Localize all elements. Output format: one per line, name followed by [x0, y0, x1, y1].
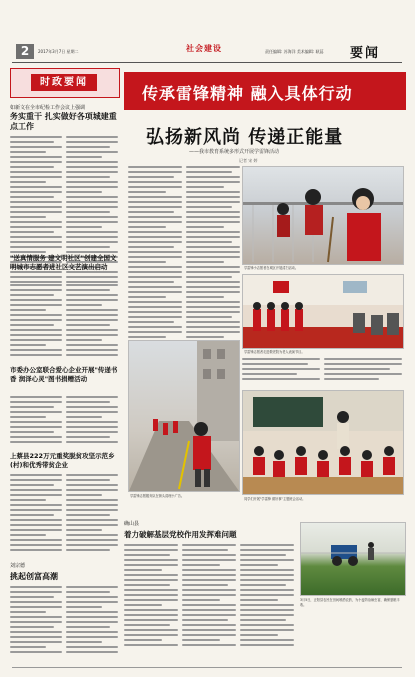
newspaper-logo: 社会建设 [186, 44, 222, 53]
story2-title: "送真情服务 建文明社区"创建全国文明城市志愿者进社区文艺演出启动 [10, 254, 117, 271]
story4-body [10, 474, 118, 558]
lower-body [124, 544, 294, 654]
feature-body [128, 166, 240, 346]
section-name: 要闻 [350, 46, 381, 61]
field-photo-caption: 3月5日，正阳县农民在田间喷洒农药，为小麦防治病虫害，确保夏粮丰收。 [300, 598, 400, 607]
slogan-banner [124, 72, 406, 110]
feature-area [124, 68, 406, 532]
caption-4: 同学们开展"学雷锋 做好事"主题班会活动。 [244, 497, 306, 501]
feature-byline: 记者 宋 婷 [239, 158, 258, 163]
story5-title: 挑起创富高潮 [10, 572, 58, 581]
slogan-text: 传承雷锋精神 融入具体行动 [142, 84, 353, 103]
lower-kicker: 确山县 [124, 521, 140, 527]
photo-classroom [242, 390, 404, 495]
photo-street-cleaning [128, 340, 240, 492]
date-line: 2017年3月7日 星期二 [38, 49, 79, 54]
story5-body [10, 586, 118, 662]
photo-performance [242, 274, 404, 349]
photo-field-spraying [300, 522, 406, 596]
story1-title: 务实重干 扎实做好各项城建重点工作 [10, 112, 117, 131]
story3-title: 市委办公室联合爱心企业开展"传递书香 润泽心灵"图书捐赠活动 [10, 366, 118, 383]
story5-kicker: 刘宗德 [10, 563, 26, 569]
photo-students-cleaning [242, 166, 404, 265]
bottom-rule [12, 667, 402, 668]
story4-title: 上蔡县222万元重奖脱贫攻坚示范乡(村)和优秀带贫企业 [10, 452, 115, 469]
page-number: 2 [16, 44, 34, 59]
story1-body [10, 136, 118, 296]
caption-2: 学雷锋志愿者走进敬老院为老人表演节目。 [244, 350, 305, 354]
feature-subheadline: ——我市教育系统多形式开展学雷锋活动 [189, 149, 280, 155]
feature-headline: 弘扬新风尚 传递正能量 [146, 127, 344, 148]
lower-story [124, 520, 406, 670]
story3-body [10, 396, 118, 446]
left-column [10, 68, 118, 668]
caption-1: 学雷锋小志愿者在城区开展清扫活动。 [244, 266, 299, 270]
caption-3: 学雷锋志愿服务队在街头清理小广告。 [130, 494, 185, 498]
header-rule [12, 62, 402, 63]
feature-body-2 [242, 358, 402, 388]
story2-body [10, 284, 118, 360]
story1-kicker: 如新文在全市纪检工作会议上强调 [10, 105, 86, 111]
politics-banner-title: 时政要闻 [31, 74, 97, 91]
politics-banner [10, 68, 120, 98]
lower-title: 着力破解基层党校作用发挥难问题 [124, 530, 237, 539]
editor-line: 责任编辑: 苏海洋 美术编辑: 耿蕊 [265, 49, 324, 54]
